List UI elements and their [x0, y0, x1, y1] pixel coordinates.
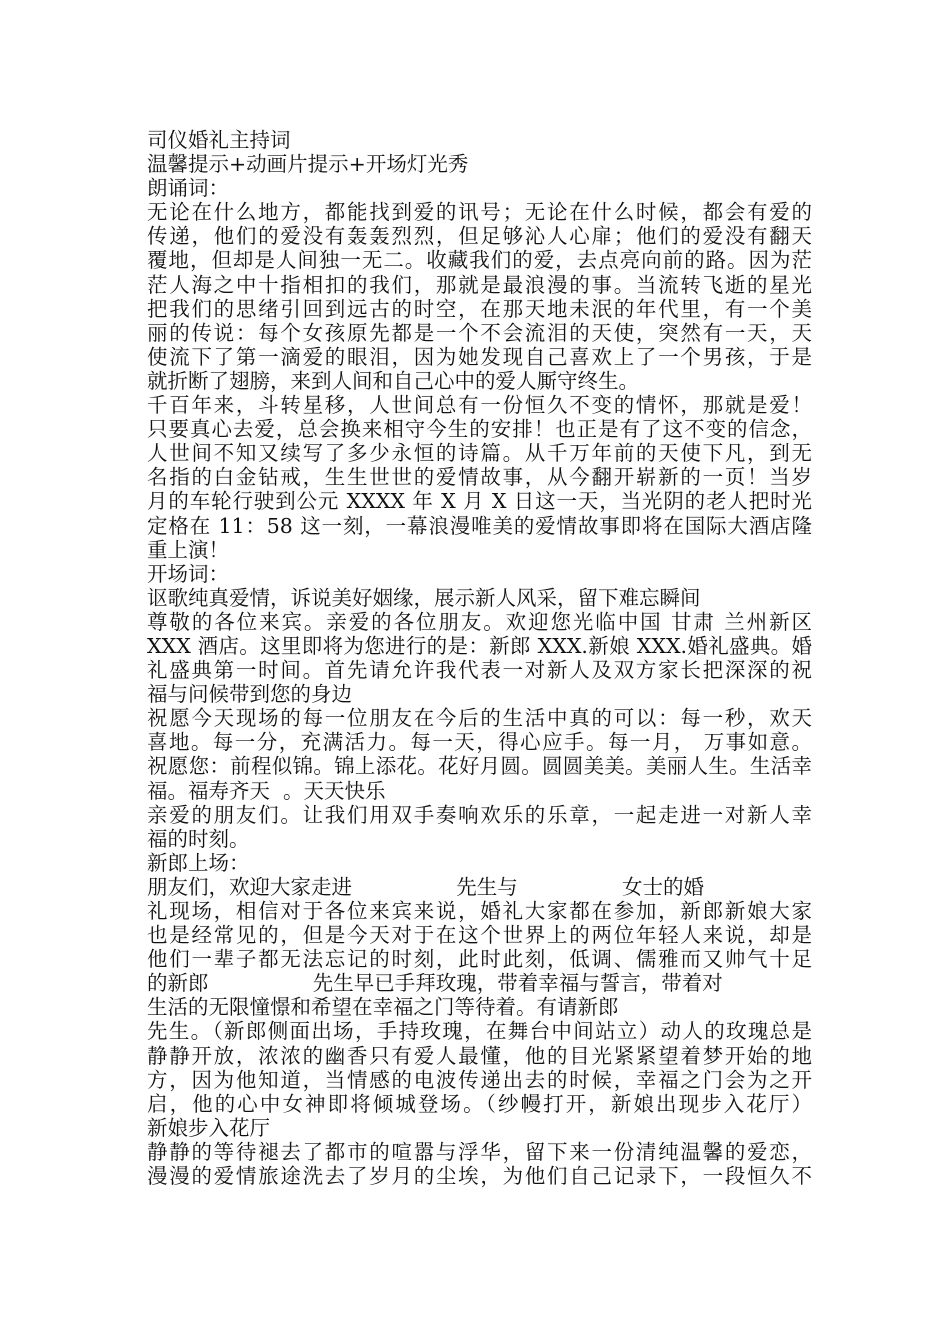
text-line: 讴歌纯真爱情，诉说美好姻缘，展示新人风采，留下难忘瞬间 — [147, 585, 701, 610]
text-line: 使流下了第一滴爱的眼泪，因为她发现自己喜欢上了一个男孩，于是 — [147, 344, 812, 369]
text-line: 朋友们，欢迎大家走进 先生与 女士的婚 — [147, 874, 705, 899]
text-line: 尊敬的各位来宾。亲爱的各位朋友。欢迎您光临中国 甘肃 兰州新区 — [147, 609, 812, 634]
text-line: 开场词： — [147, 561, 229, 586]
text-line: 月的车轮行驶到公元 XXXX 年 X 月 X 日这一天，当光阴的老人把时光 — [147, 489, 812, 514]
text-line: 人世间不知又续写了多少永恒的诗篇。从千万年前的天使下凡，到无 — [147, 441, 812, 466]
text-line: 福。福寿齐天 。天天快乐 — [147, 778, 386, 803]
text-line: 也是经常见的，但是今天对于在这个世界上的两位年轻人来说，却是 — [147, 923, 812, 948]
text-line: 方，因为他知道，当情感的电波传递出去的时候，幸福之门会为之开 — [147, 1067, 812, 1092]
text-line: 覆地，但却是人间独一无二。收藏我们的爱，去点亮向前的路。因为茫 — [147, 248, 812, 273]
text-line: 朗诵词： — [147, 176, 229, 201]
text-line: 生活的无限憧憬和希望在幸福之门等待着。有请新郎 — [147, 995, 619, 1020]
text-line: 丽的传说：每个女孩原先都是一个不会流泪的天使，突然有一天，天 — [147, 320, 812, 345]
text-line: 只要真心去爱，总会换来相守今生的安排！也正是有了这不变的信念， — [147, 417, 812, 442]
text-line: 定格在 11：58 这一刻，一幕浪漫唯美的爱情故事即将在国际大酒店隆 — [147, 513, 812, 538]
text-line: 新娘步入花厅 — [147, 1115, 270, 1140]
text-line: 福的时刻。 — [147, 826, 250, 851]
text-line: 新郎上场： — [147, 850, 250, 875]
text-line: 礼现场，相信对于各位来宾来说，婚礼大家都在参加，新郎新娘大家 — [147, 899, 812, 923]
text-line: 茫人海之中十指相扣的我们，那就是最浪漫的事。当流转飞逝的星光 — [147, 272, 812, 297]
text-line: 礼盛典第一时间。首先请允许我代表一对新人及双方家长把深深的祝 — [147, 658, 812, 683]
text-line: 就折断了翅膀，来到人间和自己心中的爱人厮守终生。 — [147, 368, 639, 393]
text-line: 无论在什么地方，都能找到爱的讯号；无论在什么时候，都会有爱的 — [147, 200, 812, 225]
text-line: 的新郎 先生早已手拜玫瑰，带着幸福与誓言，带着对 — [147, 971, 723, 996]
text-line: 他们一辈子都无法忘记的时刻，此时此刻，低调、儒雅而又帅气十足 — [147, 947, 812, 972]
text-line: 传递，他们的爱没有轰轰烈烈，但足够沁人心扉；他们的爱没有翻天 — [147, 224, 812, 249]
text-line: 漫漫的爱情旅途洗去了岁月的尘埃，为他们自己记录下，一段恒久不 — [147, 1164, 812, 1189]
text-line: 启，他的心中女神即将倾城登场。（纱幔打开，新娘出现步入花厅） — [147, 1091, 812, 1116]
text-line: 重上演！ — [147, 537, 229, 562]
text-line: 司仪婚礼主持词 — [147, 128, 291, 152]
text-line: 亲爱的朋友们。让我们用双手奏响欢乐的乐章，一起走进一对新人幸 — [147, 802, 812, 827]
text-line: 喜地。每一分，充满活力。每一天，得心应手。每一月， 万事如意。 — [147, 730, 812, 755]
text-line: 静静开放，浓浓的幽香只有爱人最懂，他的目光紧紧望着梦开始的地 — [147, 1043, 812, 1068]
text-line: XXX 酒店。这里即将为您进行的是：新郎 XXX.新娘 XXX.婚礼盛典。婚 — [147, 633, 812, 658]
text-line: 把我们的思绪引回到远古的时空，在那天地未泯的年代里，有一个美 — [147, 296, 812, 321]
text-line: 温馨提示+动画片提示+开场灯光秀 — [147, 152, 469, 177]
text-line: 千百年来，斗转星移，人世间总有一份恒久不变的情怀，那就是爱！ — [147, 393, 812, 418]
text-line: 祝愿您：前程似锦。锦上添花。花好月圆。圆圆美美。美丽人生。生活幸 — [147, 754, 812, 779]
text-line: 先生。（新郎侧面出场，手持玫瑰，在舞台中间站立）动人的玫瑰总是 — [147, 1019, 812, 1044]
document-body — [147, 128, 812, 1188]
text-line: 静静的等待褪去了都市的喧嚣与浮华，留下来一份清纯温馨的爱恋， — [147, 1139, 812, 1164]
text-line: 祝愿今天现场的每一位朋友在今后的生活中真的可以：每一秒，欢天 — [147, 706, 812, 731]
text-line: 福与问候带到您的身边 — [147, 682, 352, 707]
text-line: 名指的白金钻戒，生生世世的爱情故事，从今翻开崭新的一页！当岁 — [147, 465, 812, 490]
